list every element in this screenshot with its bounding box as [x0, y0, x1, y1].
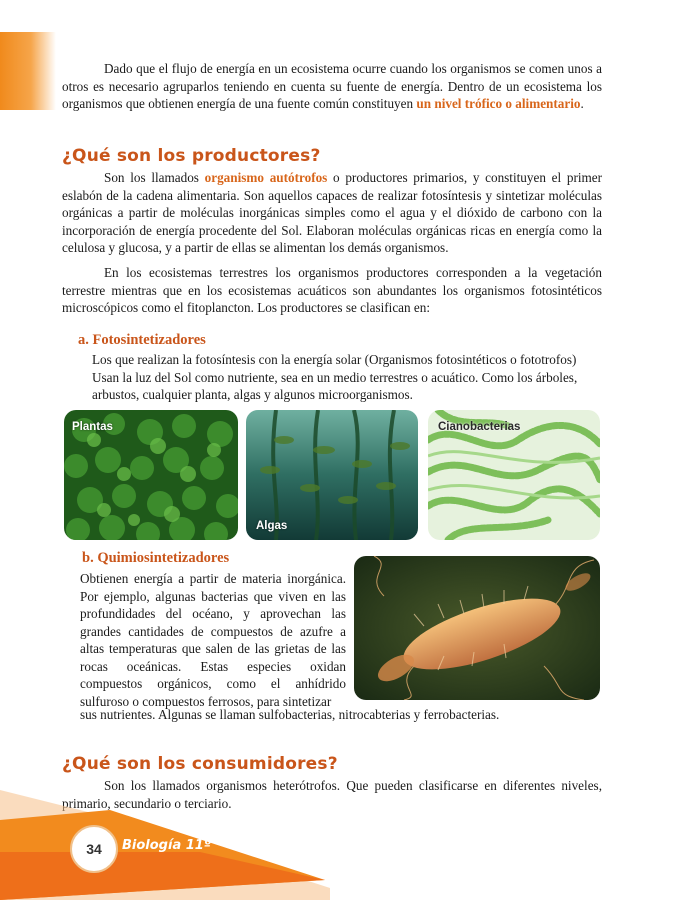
- fotosintetizadores-paragraph: [92, 351, 602, 404]
- label-cianobacterias: Cianobacterias: [438, 421, 521, 433]
- productores-text: Son los llamados: [104, 170, 205, 185]
- intro-paragraph: [62, 60, 602, 113]
- productores-paragraph-1: [62, 169, 602, 257]
- intro-text-end: .: [580, 96, 584, 111]
- photo-plantas: [64, 410, 238, 540]
- intro-text: Dado que el flujo de energía en un ecosistema ocurre cuando los organismos se comen unos a otros es necesario agruparlos teniendo en cuenta su fuente de energía. Dentro de un ecosistema los organismos que obtienen energía de una fuente común constituyen: [62, 61, 602, 111]
- label-plantas: Plantas: [72, 421, 113, 433]
- photo-cianobacterias: [428, 410, 600, 540]
- productores-text-rest: o productores primarios, y constituyen el primer eslabón de la cadena alimentaria. Son aquellos capaces de realizar fotosíntesis y sintetizar moléculas orgánicas a partir de moléculas inorgánicas simples como el agua y el dióxido de carbono con la incorporación de energía procedente del Sol. Elaboran moléculas orgánicas ricas en energía como la celulosa y glucosa, y a partir de ellas se alimentan los demás organismos.: [62, 170, 602, 255]
- label-algas: Algas: [256, 520, 288, 532]
- quimiosintetizadores-text-end: sus nutrientes. Algunas se llaman sulfobacterias, nitrocabterias y ferrobacterias.: [80, 707, 500, 722]
- productores-highlight: organismo autótrofos: [204, 170, 328, 185]
- photo-bacteria: [354, 556, 600, 700]
- intro-highlight: un nivel trófico o alimentario: [416, 96, 581, 111]
- photo-algas: [246, 410, 418, 540]
- consumidores-text: Son los llamados organismos heterótrofos. Que pueden clasificarse en diferentes niveles, primario, secundario o terciario.: [62, 778, 602, 811]
- productores-p2-text: En los ecosistemas terrestres los organismos productores corresponden a la vegetación terrestre mientras que en los ecosistemas acuáticos son abundantes los organismos fotosintéticos microscópicos como el fitoplancton. Los productores se clasifican en:: [62, 265, 602, 315]
- fotosintetizadores-text: Los que realizan la fotosíntesis con la energía solar (Organismos fotosintéticos o fototrofos) Usan la luz del Sol como nutriente, sea en un medio terrestres o acuático. Como los árboles, arbustos, cualquier planta, algas y algunos microorganismos.: [92, 352, 578, 402]
- heading-productores: ¿Qué son los productores?: [62, 146, 321, 166]
- quimiosintetizadores-text: Obtienen energía a partir de materia inorgánica. Por ejemplo, algunas bacterias que viven en las profundidades del océano, y aprovechan las grandes cantidades de compuestos de azufre a altas temperaturas que salen de las grietas de las rocas oceánicas. Estas especies oxidan compuestos orgánicos, como el anhídrido sulfuroso o compuestos ferrosos, para sintetizar: [80, 571, 346, 709]
- productores-paragraph-2: [62, 264, 602, 317]
- bacteria-image: [354, 556, 600, 700]
- book-title: Biología 11º: [122, 838, 212, 853]
- heading-quimiosintetizadores: b. Quimiosintetizadores: [82, 550, 230, 566]
- heading-consumidores: ¿Qué son los consumidores?: [62, 754, 338, 774]
- page-number: 34: [70, 825, 118, 873]
- corner-tab-decoration: [0, 32, 56, 110]
- quimiosintetizadores-paragraph-end: [80, 706, 600, 724]
- heading-fotosintetizadores: a. Fotosintetizadores: [78, 332, 206, 348]
- quimiosintetizadores-paragraph: [80, 570, 346, 710]
